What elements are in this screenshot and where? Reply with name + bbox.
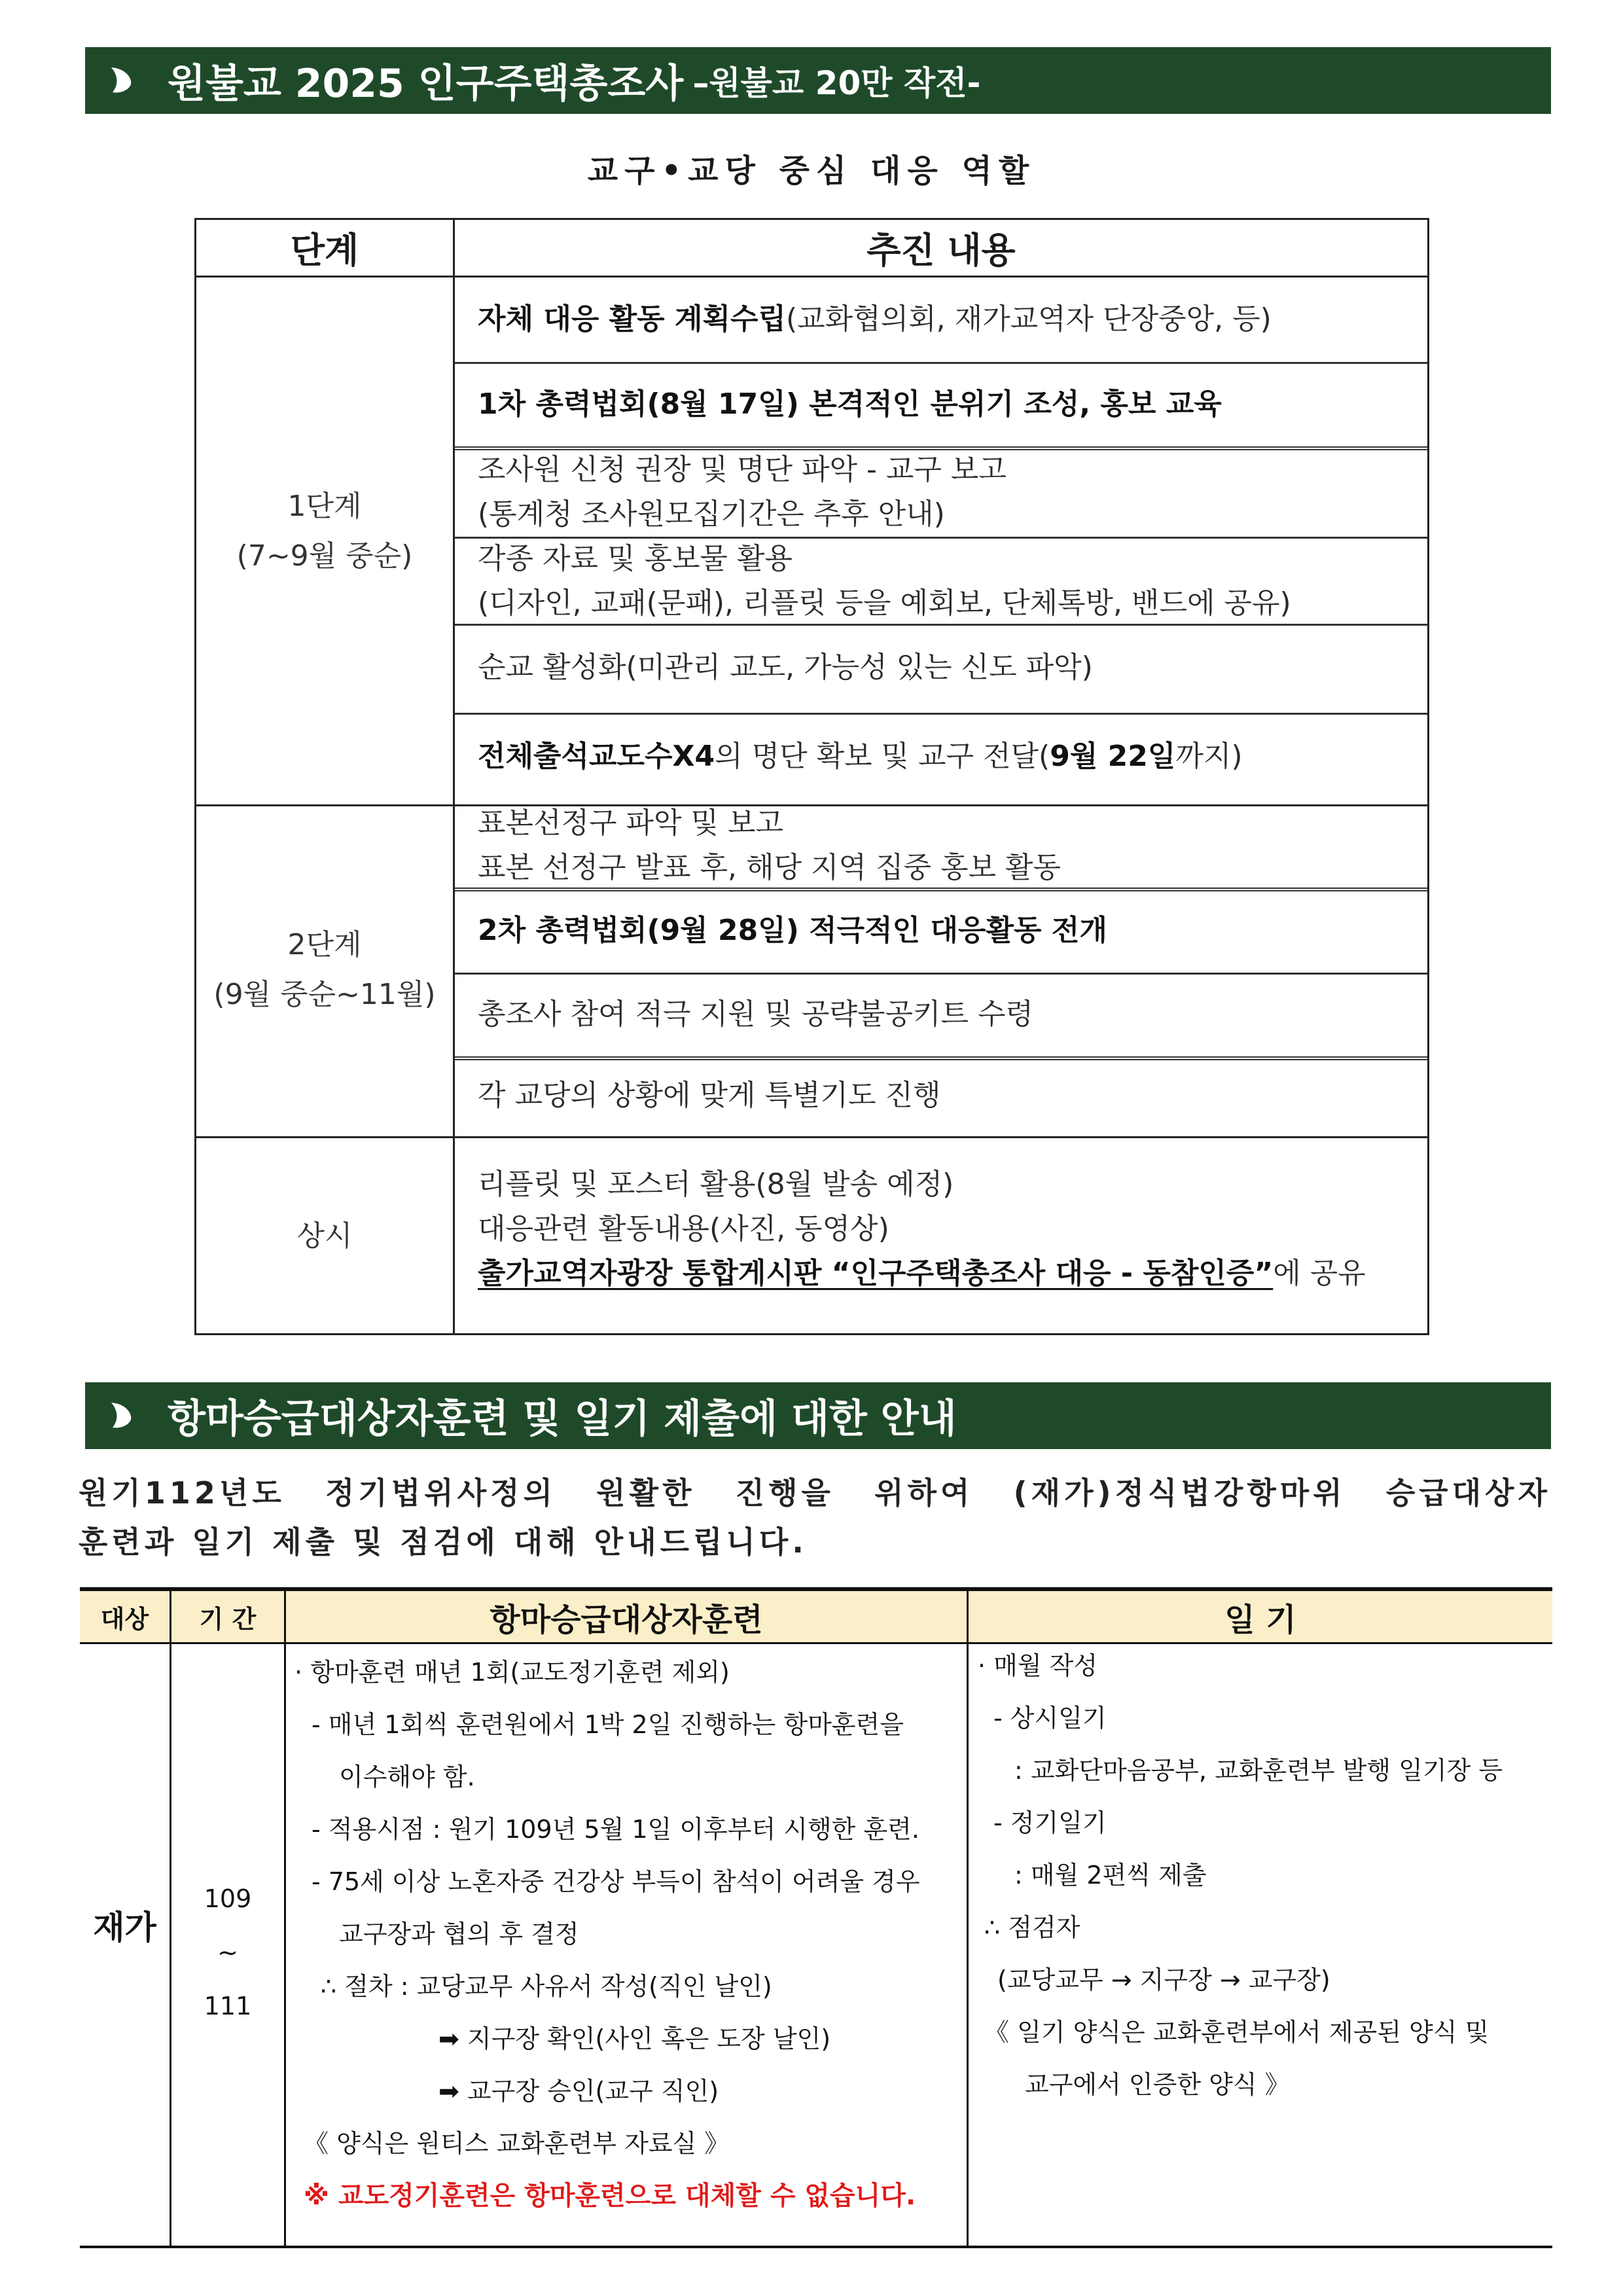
period-cell: 109 ~ 111 bbox=[204, 1884, 252, 2020]
stage-1-label: 1단계 (7~9월 중순) bbox=[236, 490, 413, 573]
training-cell: · 항마훈련 매년 1회(교도정기훈련 제외) - 매년 1회씩 훈련원에서 1박 2일 진행하는 항마훈련을 이수해야 함. - 적용시점 : 원기 109년 5월 1일 이후부터 시행한 훈련. - 75세 이상 노혼자중 건강상 부득이 참석이 어려울 경우 교구장과 협의 후 결정 ∴ 절차 : 교당교무 사유서 작성(직인 날인) ➡ 지구장 확인(사인 혹은 도장 날인) ➡ 교구장 승인(교구 직인) 《 양식은 원티스 교화훈련부 자료실 》 ※ 교도정기훈련은 항마훈련으로 대체할 수 없습니다. bbox=[294, 1646, 920, 2222]
header-content: 추진 내용 bbox=[866, 230, 1016, 271]
row-roster: 전체출석교도수X4의 명단 확보 및 교구 전달(9월 22일까지) bbox=[478, 740, 1243, 773]
column-divider bbox=[967, 1591, 969, 2246]
row-divider bbox=[455, 1056, 1427, 1060]
stage-3-label: 상시 bbox=[296, 1219, 353, 1253]
row-always: 리플릿 및 포스터 활용(8월 발송 예정) 대응관련 활동내용(사진, 동영상) 출가교역자광장 통합게시판 “인구주택총조사 대응 - 동참인증”에 공유 bbox=[478, 1168, 1366, 1290]
section-title: 원불교 2025 인구주택총조사 bbox=[168, 61, 684, 107]
row-divider bbox=[455, 362, 1427, 364]
row-plan: 자체 대응 활동 계획수립(교화협의회, 재가교역자 단장중앙, 등) bbox=[478, 302, 1272, 336]
intro-line-2: 훈련과 일기 제출 및 점검에 대해 안내드립니다. bbox=[79, 1524, 808, 1560]
diary-cell: · 매월 작성 - 상시일기 : 교화단마음공부, 교화훈련부 발행 일기장 등 - 정기일기 : 매월 2편씩 제출 ∴ 점검자 (교당교무 → 지구장 → 교구장) 《 일기 양식은 교화훈련부에서 제공된 양식 및 교구에서 인증한 양식 》 bbox=[978, 1651, 1503, 2099]
stage-divider bbox=[196, 1136, 1427, 1138]
intro-line-1: 원기112년도 정기법위사정의 원활한 진행을 위하여 (재가)정식법강항마위 승급대상자 bbox=[79, 1475, 1551, 1511]
warning-note: ※ 교도정기훈련은 항마훈련으로 대체할 수 없습니다. bbox=[304, 2181, 916, 2211]
row-divider bbox=[455, 973, 1427, 975]
section-banner-training bbox=[85, 1382, 1551, 1449]
stage-2-label: 2단계 (9월 중순~11월) bbox=[213, 928, 436, 1011]
header-diary: 일 기 bbox=[1224, 1601, 1296, 1638]
row-outreach: 순교 활성화(미관리 교도, 가능성 있는 신도 파악) bbox=[478, 651, 1093, 684]
section-subtitle: –원불교 20만 작전- bbox=[692, 64, 981, 102]
table-bottom-border bbox=[80, 2246, 1552, 2248]
table-caption: 교구•교당 중심 대응 역할 bbox=[587, 152, 1036, 189]
header-period: 기 간 bbox=[199, 1604, 257, 1634]
header-target: 대상 bbox=[100, 1604, 149, 1634]
row-materials: 각종 자료 및 홍보물 활용 (디자인, 교패(문패), 리플릿 등을 예회보, 단체톡방, 밴드에 공유) bbox=[478, 542, 1291, 620]
header-stage: 단계 bbox=[290, 230, 359, 271]
column-divider bbox=[284, 1591, 286, 2246]
target-cell: 재가 bbox=[93, 1909, 156, 1946]
header-divider bbox=[196, 276, 1427, 278]
training-diary-table bbox=[80, 1587, 1552, 2248]
row-surveyor: 조사원 신청 권장 및 명단 파악 - 교구 보고 (통계청 조사원모집기간은 추후 안내) bbox=[478, 453, 1007, 531]
row-first-dharma: 1차 총력법회(8월 17일) 본격적인 분위기 조성, 홍보 교육 bbox=[478, 387, 1222, 421]
section-title: 항마승급대상자훈련 및 일기 제출에 대한 안내 bbox=[168, 1396, 957, 1442]
row-divider bbox=[455, 713, 1427, 715]
row-second-dharma: 2차 총력법회(9월 28일) 적극적인 대응활동 전개 bbox=[478, 914, 1107, 947]
leaf-bullet-icon bbox=[109, 1400, 135, 1431]
row-sample: 표본선정구 파악 및 보고 표본 선정구 발표 후, 해당 지역 집중 홍보 활동 bbox=[478, 806, 1061, 884]
column-divider bbox=[453, 220, 455, 1333]
section-banner-census bbox=[85, 47, 1551, 114]
header-training: 항마승급대상자훈련 bbox=[490, 1601, 763, 1638]
row-prayer: 각 교당의 상황에 맞게 특별기도 진행 bbox=[478, 1079, 941, 1112]
row-support: 총조사 참여 적극 지원 및 공략불공키트 수령 bbox=[478, 997, 1033, 1031]
census-role-table bbox=[194, 218, 1429, 1335]
leaf-bullet-icon bbox=[109, 65, 135, 96]
